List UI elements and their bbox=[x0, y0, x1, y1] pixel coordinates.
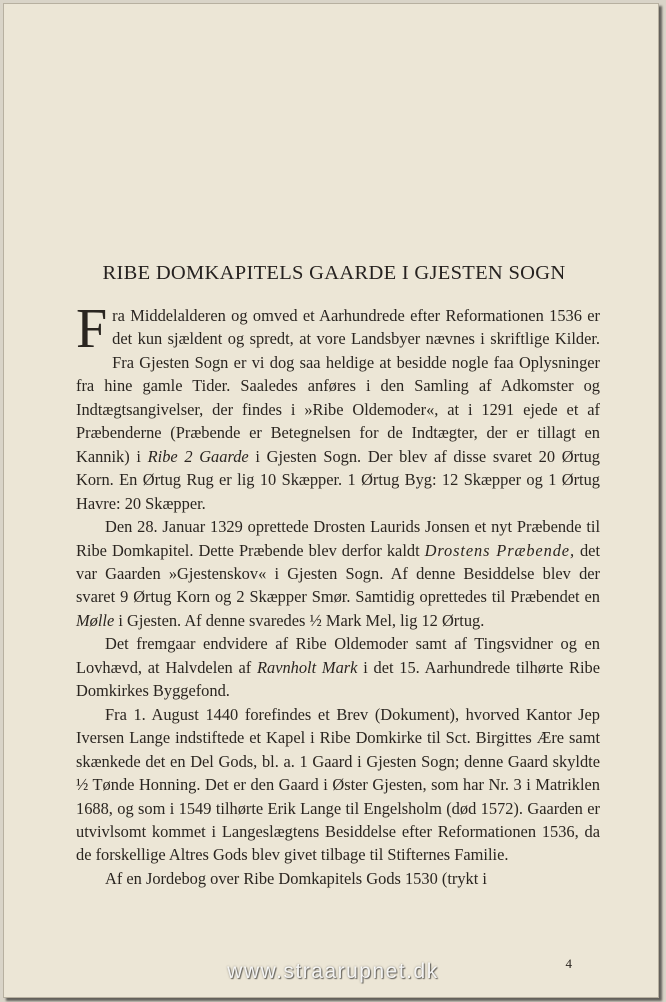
p1-text-2: i Gjesten Sogn. Der blev af disse svaret 20 Ørtug Korn. En Ørtug Rug er lig 10 Skæpper. 1 Ørtug Byg: 12 Skæpper og 1 Ørtug Havre: 20 Skæpper. bbox=[76, 446, 600, 513]
p2-text-1: Den 28. Januar 1329 oprettede Drosten Laurids Jonsen et nyt Præbende til Ribe Domkapitel. Dette Præbende blev derfor kaldt bbox=[76, 517, 600, 560]
watermark: www.straarupnet.dk bbox=[227, 960, 439, 983]
p3-text-2: i det 15. Aarhundrede tilhørte Ribe Domkirkes Byggefond. bbox=[76, 657, 601, 701]
paragraph-3 bbox=[76, 632, 600, 702]
page-number: 4 bbox=[565, 956, 572, 971]
p2-text-2: det var Gaarden »Gjestenskov« i Gjesten Sogn. Af denne Besiddelse blev der svaret 9 Ørtug Korn og 2 Skæpper Smør. Samtidig oprettedes til Præbendet en bbox=[76, 540, 600, 607]
p2-emphasis-2: Mølle bbox=[76, 610, 115, 630]
paragraph-5: Af en Jordebog over Ribe Domkapitels Gods 1530 (trykt i bbox=[105, 868, 487, 888]
p1-text-1: ra Middelalderen og omved et Aarhundrede efter Reformationen 1536 er det kun sjældent og spredt, at vore Landsbyer nævnes i skriftlige Kilder. Fra Gjesten Sogn er vi dog saa heldige at besidde nogle faa Oplysninger fra hine gamle Tider. Saaledes anføres i den Samling af Adkomster og Indtægtsangivelser, der findes i »Ribe Oldemoder«, at i 1291 ejede et af Præbenderne (Præbende er Betegnelsen for de Indtægter, der er tillagt en Kannik) i bbox=[76, 306, 600, 466]
drop-cap: F bbox=[76, 298, 108, 360]
p2-text-3: i Gjesten. Af denne svaredes ½ Mark Mel, lig 12 Ørtug. bbox=[114, 610, 485, 630]
body-text bbox=[76, 298, 601, 890]
p3-emphasis-1: Ravnholt Mark bbox=[256, 657, 358, 677]
p1-emphasis-1: Ribe 2 Gaarde bbox=[147, 446, 249, 466]
book-page bbox=[3, 3, 659, 998]
paragraph-2 bbox=[76, 515, 600, 632]
p3-text-1: Det fremgaar endvidere af Ribe Oldemoder samt af Tingsvidner og en Lovhævd, at Halvdelen af bbox=[76, 634, 600, 677]
paragraph-4: Fra 1. August 1440 forefindes et Brev (Dokument), hvorved Kantor Jep Iversen Lange indstiftede et Kapel i Ribe Domkirke til Sct. Birgittes Ære samt skænkede det en Del Gods, bl. a. 1 Gaard i Gjesten Sogn; denne Gaard skyldte ½ Tønde Honning. Det er den Gaard i Øster Gjesten, som har Nr. 3 i Matriklen 1688, og som i 1549 tilhørte Erik Lange til Engelsholm (død 1572). Gaarden er utvivlsomt kommet i Langeslægtens Besiddelse efter Reformationen 1536, da de forskellige Altres Gods blev givet tilbage til Stifternes Familie. bbox=[76, 704, 600, 865]
chapter-title: RIBE DOMKAPITELS GAARDE I GJESTEN SOGN bbox=[102, 262, 566, 284]
p2-emphasis-1: Drostens Præbende, bbox=[424, 540, 575, 560]
paragraph-1 bbox=[76, 298, 600, 515]
